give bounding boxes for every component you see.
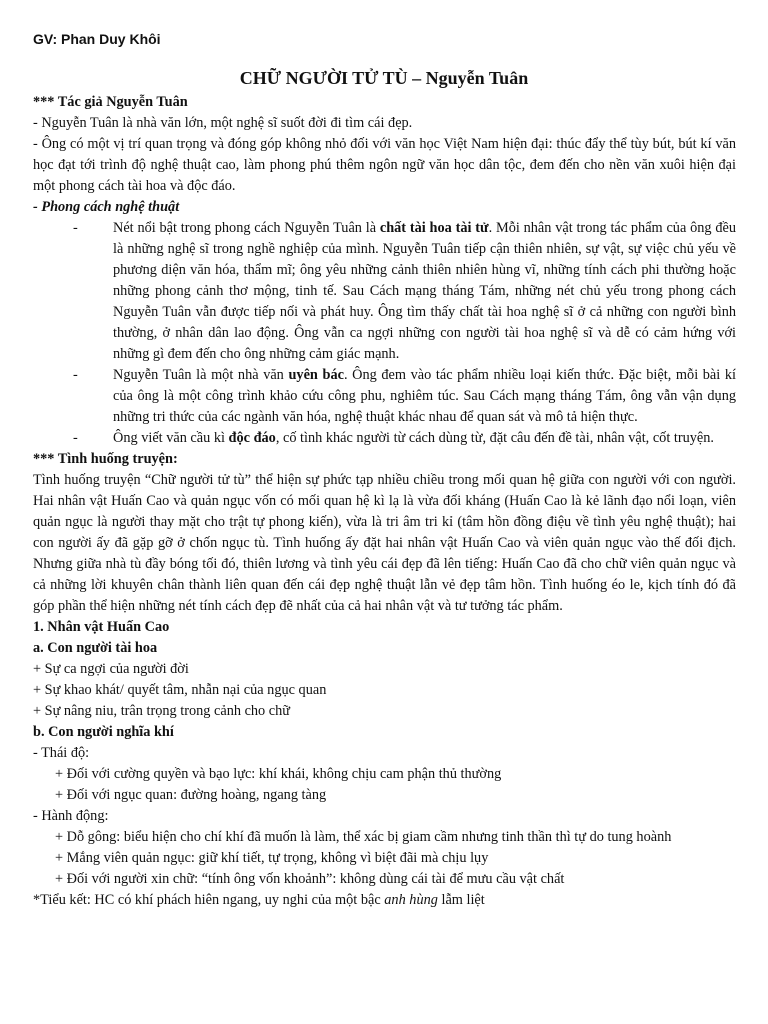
attitude-label: - Thái độ: — [33, 745, 90, 761]
author-paragraph-2: - Ông có một vị trí quan trọng và đóng góp không nhỏ đối với văn học Việt Nam hiện đại: thúc đẩy thể tùy bút, bút kí văn học đạt tới trình độ nghệ thuật cao, làm phong phú thêm ngôn ngữ văn học dân tộc, đem đến cho nền văn xuôi hiện đại một phong cách tài hoa và độc đáo. — [33, 136, 736, 194]
list-item: + Dỗ gông: biểu hiện cho chí khí đã muốn là làm, thể xác bị giam cầm nhưng tinh thần thì tự do tung hoành — [55, 829, 672, 845]
situation-paragraph: Tình huống truyện “Chữ người tử tù” thể hiện sự phức tạp nhiều chiều trong mối quan hệ giữa con người với con người. Hai nhân vật Huấn Cao và quản ngục vốn có mối quan hệ kì lạ là vừa đối kháng (Huấn Cao là kẻ lãnh đạo nổi loạn, viên quản ngục là người thay mặt cho trật tự phong kiến), vừa là tri âm tri kỉ (tâm hồn đồng điệu về tình yêu nghệ thuật); hai con người ấy đã gặp gỡ ở chốn ngục tù. Tình huống ấy đặt hai nhân vật Huấn Cao và viên quản ngục vào thế đối địch. Nhưng giữa nhà tù đầy bóng tối đó, thiên lương và tình yêu cái đẹp đã lên tiếng: Huấn Cao đã cho chữ viên quản ngục và cả những lời khuyên chân thành liên quan đến cái đẹp nghệ thuật lẫn vẻ đẹp tâm hồn. Tình huống éo le, kịch tính đó đã góp phần thể hiện những nét tính cách đẹp đẽ nhất của cả hai nhân vật và tư tưởng tác phẩm. — [33, 472, 736, 614]
emphasis-text: anh hùng — [384, 892, 438, 908]
list-item: + Mắng viên quản ngục: giữ khí tiết, tự trọng, không vì biệt đãi mà chịu lụy — [55, 850, 489, 866]
section-heading-huan-cao: 1. Nhân vật Huấn Cao — [33, 619, 170, 635]
style-bullet-1 — [33, 218, 736, 365]
bullet-dash: - — [73, 367, 78, 383]
author-paragraph-1: - Nguyễn Tuân là nhà văn lớn, một nghệ sĩ suốt đời đi tìm cái đẹp. — [33, 115, 413, 131]
subsection-heading-righteousness: b. Con người nghĩa khí — [33, 724, 174, 740]
action-label: - Hành động: — [33, 808, 109, 824]
bullet-dash: - — [73, 430, 78, 446]
document-body — [33, 92, 736, 911]
list-item: + Đối với ngục quan: đường hoàng, ngang tàng — [55, 787, 327, 803]
style-bullet-3 — [33, 428, 736, 449]
style-bullet-2 — [33, 365, 736, 428]
page-title: CHỮ NGƯỜI TỬ TÙ – Nguyễn Tuân — [239, 68, 529, 88]
bullet-text: Nguyễn Tuân là một nhà văn uyên bác. Ông đem vào tác phẩm nhiều loại kiến thức. Đặc biệt, mỗi bài kí của ông là một công trình khảo cứu công phu, nghiêm túc. Sau Cách mạng tháng Tám, ông vẫn vận dụng những tri thức của các ngành văn hóa, nghệ thuật khác nhau để quan sát và mô tả hiện thực. — [113, 367, 736, 425]
list-item: + Sự nâng niu, trân trọng trong cảnh cho chữ — [33, 703, 291, 719]
summary-line: *Tiểu kết: HC có khí phách hiên ngang, uy nghi của một bậc anh hùng lẫm liệt — [33, 892, 485, 908]
emphasis-text: uyên bác — [288, 367, 344, 383]
author-heading: *** Tác giả Nguyễn Tuân — [33, 94, 188, 110]
list-item: + Đối với cường quyền và bạo lực: khí khái, không chịu cam phận thủ thường — [55, 766, 502, 782]
list-item: + Đối với người xin chữ: “tính ông vốn khoảnh”: không dùng cái tài để mưu cầu vật chất — [55, 871, 565, 887]
list-item: + Sự ca ngợi của người đời — [33, 661, 189, 677]
bullet-text: Ông viết văn cầu kì độc đáo, cố tình khác người từ cách dùng từ, đặt câu đến đề tài, nhân vật, cốt truyện. — [113, 430, 714, 446]
emphasis-text: chất tài hoa tài tử — [379, 220, 489, 236]
style-heading: - Phong cách nghệ thuật — [33, 199, 180, 215]
emphasis-text: độc đáo — [228, 430, 276, 446]
bullet-dash: - — [73, 220, 78, 236]
teacher-name: GV: Phan Duy Khôi — [33, 31, 161, 47]
subsection-heading-talent: a. Con người tài hoa — [33, 640, 158, 656]
list-item: + Sự khao khát/ quyết tâm, nhẫn nại của ngục quan — [33, 682, 327, 698]
bullet-text: Nét nổi bật trong phong cách Nguyễn Tuân là chất tài hoa tài tử. Mỗi nhân vật trong tác phẩm của ông đều là những nghệ sĩ trong nghề nghiệp của mình. Nguyễn Tuân tiếp cận thiên nhiên, sự vật, sự việc chủ yếu về phương diện văn hóa, thẩm mĩ; ông yêu những cảnh thiên nhiên hùng vĩ, những tính cách phi thường hoặc những phong cảnh thơ mộng, tinh tế. Sau Cách mạng tháng Tám, những nét chủ yếu trong phong cách Nguyễn Tuân vẫn được tiếp nối và phát huy. Ông tìm thấy chất tài hoa nghệ sĩ ở cả những con người bình thường, ở nhân dân lao động. Ông vẫn ca ngợi những con người tài hoa nghệ sĩ và dễ có cảm hứng với những gì đem đến cho ông những cảm giác mạnh. — [113, 220, 736, 362]
situation-heading: *** Tình huống truyện: — [33, 451, 178, 467]
